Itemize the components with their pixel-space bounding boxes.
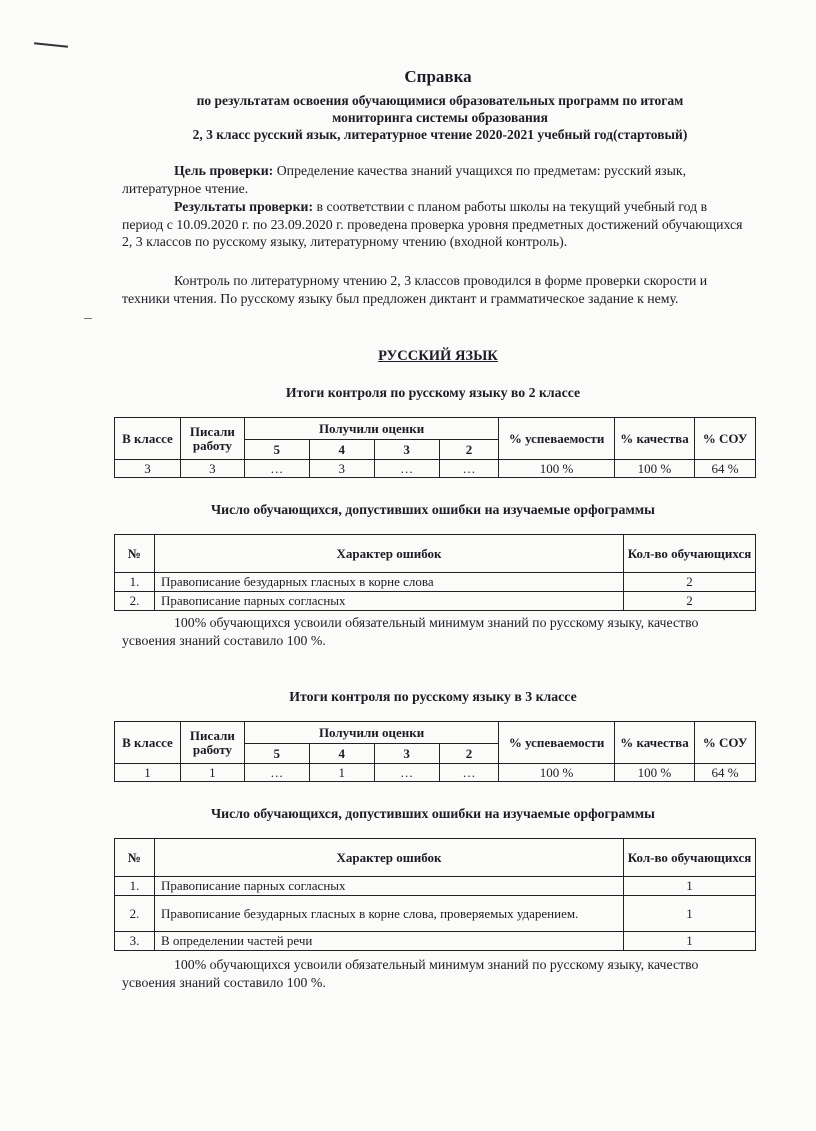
cell-grade-3: … bbox=[374, 460, 439, 478]
document-subtitle bbox=[110, 92, 770, 143]
header-grade-2: 2 bbox=[439, 744, 499, 764]
grade2-summary bbox=[122, 614, 747, 649]
cell-count: 2 bbox=[624, 573, 756, 592]
cell-grade-4: 1 bbox=[309, 764, 374, 782]
header-grade-5: 5 bbox=[244, 744, 309, 764]
cell-usp: 100 % bbox=[499, 764, 614, 782]
header-poluchili: Получили оценки bbox=[244, 418, 499, 440]
grade2-results-table bbox=[114, 417, 756, 478]
header-grade-4: 4 bbox=[309, 744, 374, 764]
header-poluchili: Получили оценки bbox=[244, 722, 499, 744]
document-title: Справка bbox=[404, 67, 472, 86]
cell-grade-3: … bbox=[374, 764, 439, 782]
header-kharakter: Характер ошибок bbox=[154, 839, 623, 877]
grade2-errors-caption: Число обучающихся, допустивших ошибки на изучаемые орфограммы bbox=[211, 502, 655, 517]
header-pisali: Писали работу bbox=[180, 418, 244, 460]
subtitle-line-3: 2, 3 класс русский язык, литературное чтение 2020-2021 учебный год(стартовый) bbox=[192, 127, 688, 142]
grade2-caption: Итоги контроля по русскому языку во 2 классе bbox=[285, 385, 581, 400]
cell-sou: 64 % bbox=[695, 460, 756, 478]
cell-error-text: Правописание парных согласных bbox=[154, 877, 623, 896]
cell-count: 1 bbox=[624, 896, 756, 932]
cell-pisali: 3 bbox=[180, 460, 244, 478]
header-grade-5: 5 bbox=[244, 440, 309, 460]
header-kach: % качества bbox=[614, 418, 694, 460]
header-sou: % СОУ bbox=[695, 722, 756, 764]
header-v-klasse: В классе bbox=[115, 722, 181, 764]
cell-error-text: Правописание безударных гласных в корне слова, проверяемых ударением. bbox=[154, 896, 623, 932]
cell-num: 2. bbox=[115, 592, 155, 611]
cell-v-klasse: 3 bbox=[115, 460, 181, 478]
control-paragraph bbox=[122, 272, 747, 307]
cell-kach: 100 % bbox=[614, 764, 694, 782]
table-row bbox=[115, 877, 756, 896]
cell-num: 1. bbox=[115, 573, 155, 592]
header-kolvo: Кол-во обучающихся bbox=[624, 535, 756, 573]
cell-v-klasse: 1 bbox=[115, 764, 181, 782]
header-grade-2: 2 bbox=[439, 440, 499, 460]
cell-error-text: Правописание безударных гласных в корне слова bbox=[154, 573, 623, 592]
header-usp: % успеваемости bbox=[499, 418, 614, 460]
header-usp: % успеваемости bbox=[499, 722, 614, 764]
header-kharakter: Характер ошибок bbox=[154, 535, 623, 573]
subtitle-line-1: по результатам освоения обучающимися образовательных программ по итогам bbox=[196, 93, 684, 108]
results-text: в соответствии с планом работы школы на текущий учебный год в период с 10.09.2020 г. по 23.09.2020 г. проведена проверка уровня предметных достижений обучающихся 2, 3 классов по русскому языку, литературному чтению (входной контроль). bbox=[122, 199, 743, 249]
grade3-caption: Итоги контроля по русскому языку в 3 классе bbox=[289, 689, 577, 704]
cell-error-text: В определении частей речи bbox=[154, 932, 623, 951]
subtitle-line-2: мониторинга системы образования bbox=[332, 110, 548, 125]
header-num: № bbox=[115, 839, 155, 877]
grade2-summary-text: 100% обучающихся усвоили обязательный минимум знаний по русскому языку, качество усвоения знаний составило 100 %. bbox=[122, 615, 699, 648]
control-text: Контроль по литературному чтению 2, 3 классов проводился в форме проверки скорости и техники чтения. По русскому языку был предложен диктант и грамматическое задание к нему. bbox=[122, 273, 708, 306]
cell-kach: 100 % bbox=[614, 460, 694, 478]
goal-paragraph bbox=[122, 162, 747, 197]
cell-pisali: 1 bbox=[180, 764, 244, 782]
cell-grade-2: … bbox=[439, 460, 499, 478]
cell-sou: 64 % bbox=[695, 764, 756, 782]
grade3-errors-table bbox=[114, 838, 756, 951]
cell-count: 1 bbox=[624, 932, 756, 951]
table-row bbox=[115, 764, 756, 782]
header-grade-3: 3 bbox=[374, 744, 439, 764]
scan-artifact-mark bbox=[34, 42, 68, 48]
cell-count: 1 bbox=[624, 877, 756, 896]
cell-grade-2: … bbox=[439, 764, 499, 782]
cell-grade-4: 3 bbox=[309, 460, 374, 478]
cell-grade-5: … bbox=[244, 460, 309, 478]
cell-num: 3. bbox=[115, 932, 155, 951]
results-label: Результаты проверки: bbox=[174, 199, 314, 214]
header-v-klasse: В классе bbox=[115, 418, 181, 460]
cell-usp: 100 % bbox=[499, 460, 614, 478]
header-kach: % качества bbox=[614, 722, 694, 764]
results-paragraph bbox=[122, 198, 747, 251]
grade3-summary bbox=[122, 956, 747, 991]
header-sou: % СОУ bbox=[695, 418, 756, 460]
cell-error-text: Правописание парных согласных bbox=[154, 592, 623, 611]
goal-label: Цель проверки: bbox=[174, 163, 274, 178]
cell-num: 1. bbox=[115, 877, 155, 896]
header-num: № bbox=[115, 535, 155, 573]
grade3-results-table bbox=[114, 721, 756, 782]
table-row bbox=[115, 896, 756, 932]
table-row bbox=[115, 932, 756, 951]
cell-grade-5: … bbox=[244, 764, 309, 782]
table-row bbox=[115, 592, 756, 611]
grade2-errors-table bbox=[114, 534, 756, 611]
header-grade-4: 4 bbox=[309, 440, 374, 460]
cell-count: 2 bbox=[624, 592, 756, 611]
goal-text: Определение качества знаний учащихся по предметам: русский язык, литературное чтение. bbox=[122, 163, 687, 196]
table-row bbox=[115, 460, 756, 478]
section-title: РУССКИЙ ЯЗЫК bbox=[378, 348, 498, 364]
header-grade-3: 3 bbox=[374, 440, 439, 460]
header-pisali: Писали работу bbox=[180, 722, 244, 764]
header-kolvo: Кол-во обучающихся bbox=[624, 839, 756, 877]
scan-artifact-dash bbox=[84, 318, 92, 319]
grade3-errors-caption: Число обучающихся, допустивших ошибки на изучаемые орфограммы bbox=[211, 806, 655, 821]
grade3-summary-text: 100% обучающихся усвоили обязательный минимум знаний по русскому языку, качество усвоения знаний составило 100 %. bbox=[122, 957, 699, 990]
cell-num: 2. bbox=[115, 896, 155, 932]
table-row bbox=[115, 573, 756, 592]
